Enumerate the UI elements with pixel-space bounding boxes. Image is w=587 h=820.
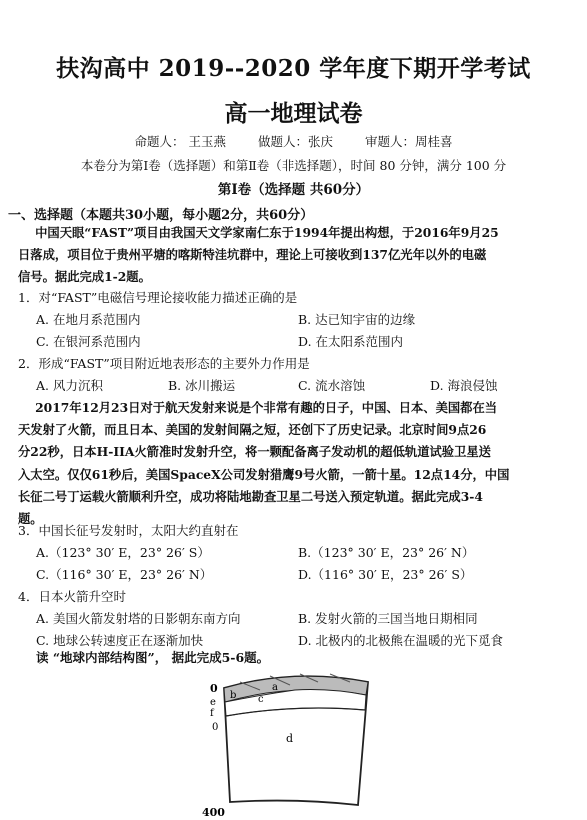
passage-line: 分22秒，日本H-IIA火箭准时发射升空，将一颗配备离子发动机的超低轨道试验卫星送: [18, 444, 491, 460]
exam-info: 本卷分为第Ⅰ卷（选择题）和第Ⅱ卷（非选择题），时间 80 分钟，满分 100 分: [80, 158, 507, 173]
passage-line: 日落成，项目位于贵州平塘的喀斯特洼坑群中，理论上可接收到137亿光年以外的电磁: [18, 247, 487, 263]
earth-interior-diagram: [200, 660, 380, 820]
label-a: a: [272, 682, 278, 693]
reviewer: 审题人：周桂喜: [364, 134, 453, 149]
q4-option-a: A. 美国火箭发射塔的日影朝东南方向: [36, 611, 241, 626]
q2-option-b: B. 冰川搬运: [168, 378, 236, 393]
exam-title: 扶沟高中 2019--2020 学年度下期开学考试: [56, 55, 531, 82]
q4-option-c: C. 地球公转速度正在逐渐加快: [36, 633, 204, 648]
depth-label-top: 0: [210, 682, 218, 695]
staff-line: [0, 132, 587, 150]
passage-line: 题。: [18, 511, 43, 527]
question-1-stem: 1．对“FAST”电磁信号理论接收能力描述正确的是: [18, 290, 298, 305]
q1-option-a: A. 在地月系范围内: [36, 312, 141, 327]
q3-option-d: D.（116° 30′ E，23° 26′ S）: [298, 567, 473, 582]
label-d: d: [286, 732, 294, 745]
diagram-instruction: 读 “地球内部结构图”， 据此完成5-6题。: [36, 650, 270, 665]
question-4-stem: 4．日本火箭升空时: [18, 589, 126, 604]
q1-option-c: C. 在银河系范围内: [36, 334, 141, 349]
label-f: f: [210, 708, 214, 719]
passage-line: 天发射了火箭，而且日本、美国的发射间隔之短，还创下了历史记录。北京时间9点26: [18, 422, 487, 438]
passage-line: 2017年12月23日对于航天发射来说是个非常有趣的日子，中国、日本、美国都在当: [18, 400, 498, 415]
exam-subtitle: 高一地理试卷: [224, 100, 363, 127]
depth-label-bottom: 400: [202, 806, 225, 819]
q4-option-d: D. 北极内的北极熊在温暖的光下觅食: [298, 633, 504, 648]
passage-line: 入太空。仅仅61秒后，美国SpaceX公司发射猎鹰9号火箭，一箭十星。12点14分，中国: [18, 466, 510, 482]
part-heading: 一、选择题（本题共30小题，每小题2分，共60分）: [8, 208, 314, 223]
q3-option-b: B.（123° 30′ E，23° 26′ N）: [298, 545, 475, 560]
setter: 命题人： 王玉燕: [134, 134, 226, 149]
passage-rocket: [18, 397, 573, 530]
q3-option-a: A.（123° 30′ E，23° 26′ S）: [36, 545, 210, 560]
q1-option-b: B. 达已知宇宙的边缘: [298, 312, 416, 327]
passage-fast: [18, 222, 573, 289]
q2-option-d: D. 海浪侵蚀: [430, 378, 498, 393]
label-c: c: [258, 694, 264, 705]
solver: 做题人：张庆: [257, 134, 333, 149]
q3-option-c: C.（116° 30′ E，23° 26′ N）: [36, 567, 213, 582]
label-b: b: [230, 690, 237, 701]
q4-option-b: B. 发射火箭的三国当地日期相同: [298, 611, 478, 626]
question-2-stem: 2．形成“FAST”项目附近地表形态的主要外力作用是: [18, 356, 310, 371]
q1-option-d: D. 在太阳系范围内: [298, 334, 404, 349]
section-title: 第Ⅰ卷（选择题 共60分）: [217, 182, 370, 198]
label-boundary: 0: [212, 722, 219, 733]
q2-option-c: C. 流水溶蚀: [298, 378, 366, 393]
passage-line: 信号。据此完成1-2题。: [18, 269, 151, 285]
label-e: e: [210, 697, 216, 708]
question-3-stem: 3．中国长征号发射时，太阳大约直射在: [18, 523, 239, 538]
q2-option-a: A. 风力沉积: [36, 378, 103, 393]
passage-line: 长征二号丁运载火箭顺利升空，成功将陆地勘查卫星二号送入预定轨道。据此完成3-4: [18, 488, 483, 504]
passage-line: 中国天眼“FAST”项目由我国天文学家南仁东于1994年提出构想，于2016年9月25: [18, 225, 499, 240]
